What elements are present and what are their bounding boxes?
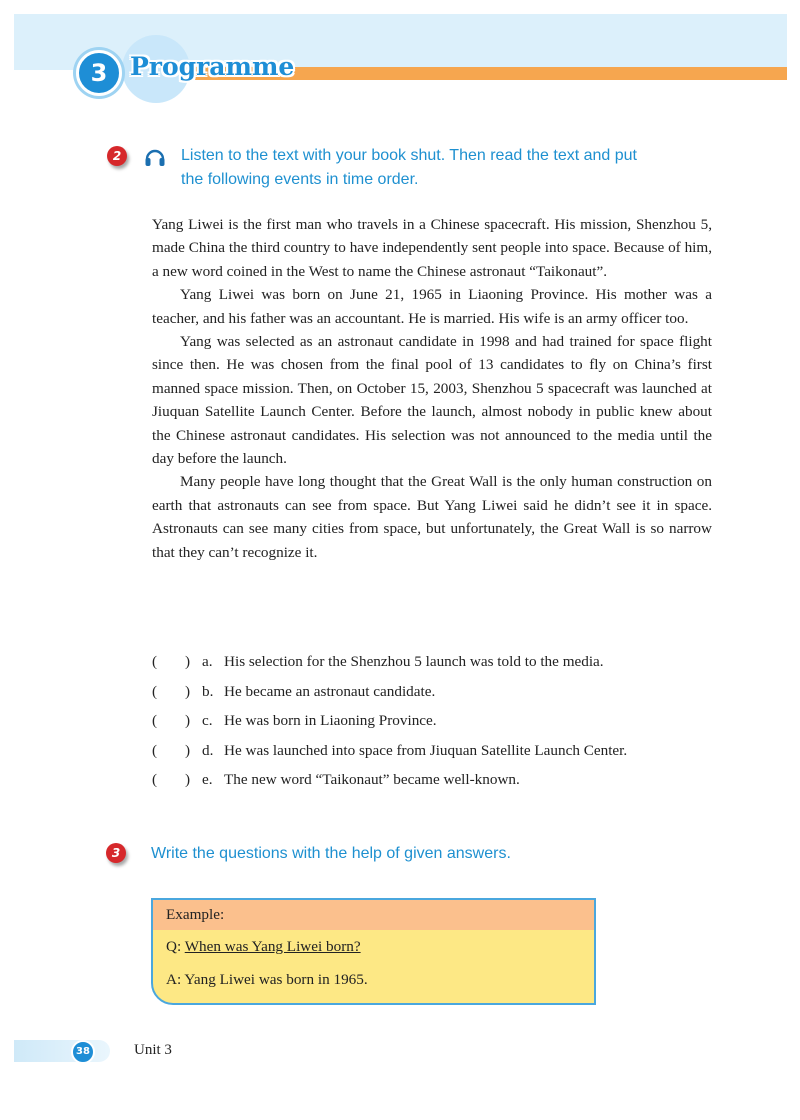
section-number-badge: 3 [76, 50, 122, 96]
passage-paragraph-3: Yang was selected as an astronaut candidate in 1998 and had trained for space flight since then. He was chosen from the final pool of 13 candidates to fly on China’s first manned space mission. Then, on October 15, 2003, Shenzhou 5 spacecraft was launched at Jiuquan Satellite Launch Center. Before the launch, almost nobody in public knew about the Chinese astronaut candidates. His selection was not announced to the media until the day before the launch. [152, 333, 712, 468]
page-number: 38 [71, 1040, 95, 1064]
answer-blank-close: ) [185, 771, 191, 789]
answer-blank-open[interactable]: ( [152, 741, 158, 759]
reading-passage [152, 213, 712, 564]
question-prefix: Q: [166, 938, 185, 955]
event-text: His selection for the Shenzhou 5 launch was told to the media. [224, 653, 604, 670]
answer-blank-open[interactable]: ( [152, 653, 158, 670]
headphones-icon [144, 146, 166, 168]
event-letter: d. [202, 741, 214, 759]
example-heading: Example: [153, 900, 594, 930]
footer-bar [14, 1040, 110, 1062]
exercise-2-instruction [181, 144, 637, 192]
passage-paragraph-2: Yang Liwei was born on June 21, 1965 in Liaoning Province. His mother was a teacher, and his father was an accountant. He is married. His wife is an army officer too. [152, 286, 712, 327]
event-item-c [152, 709, 712, 739]
event-item-e [152, 768, 712, 798]
passage-paragraph-4: Many people have long thought that the Great Wall is the only human construction on earth that astronauts can see from space. But Yang Liwei said he didn’t see it in space. Astronauts can see many cities from space, but unfortunately, the Great Wall is so narrow that they can’t recognize it. [152, 473, 712, 561]
exercise-3-instruction: Write the questions with the help of given answers. [151, 845, 511, 862]
section-title: Programme [130, 52, 295, 81]
example-answer: A: Yang Liwei was born in 1965. [166, 971, 368, 988]
answer-blank-close: ) [185, 741, 191, 759]
passage-paragraph-1: Yang Liwei is the first man who travels in a Chinese spacecraft. His mission, Shenzhou 5, made China the third country to have independently sent people into space. Because of him, a new word coined in the West to name the Chinese astronaut “Taikonaut”. [152, 216, 712, 280]
event-letter: a. [202, 653, 213, 670]
event-letter: c. [202, 712, 213, 730]
event-text: He was born in Liaoning Province. [224, 712, 437, 730]
answer-blank-open[interactable]: ( [152, 712, 158, 730]
event-list [152, 650, 712, 798]
answer-blank-close: ) [185, 682, 191, 700]
answer-blank-close: ) [185, 653, 191, 670]
exercise-3-badge: 3 [106, 843, 126, 863]
event-letter: e. [202, 771, 213, 789]
event-letter: b. [202, 682, 214, 700]
event-item-a [152, 650, 712, 680]
example-box [151, 898, 596, 1005]
event-text: He became an astronaut candidate. [224, 682, 436, 700]
answer-blank-open[interactable]: ( [152, 682, 158, 700]
event-text: The new word “Taikonaut” became well-known. [224, 771, 520, 789]
event-item-b [152, 680, 712, 710]
instruction-line-1: Listen to the text with your book shut. Then read the text and put [181, 147, 637, 164]
instruction-line-2: the following events in time order. [181, 171, 419, 188]
event-item-d [152, 739, 712, 769]
event-text: He was launched into space from Jiuquan Satellite Launch Center. [224, 741, 628, 759]
unit-label: Unit 3 [134, 1042, 172, 1058]
question-text: When was Yang Liwei born? [184, 938, 361, 955]
answer-blank-close: ) [185, 712, 191, 730]
exercise-2-badge: 2 [107, 146, 127, 166]
answer-blank-open[interactable]: ( [152, 771, 158, 789]
example-question [153, 930, 594, 963]
